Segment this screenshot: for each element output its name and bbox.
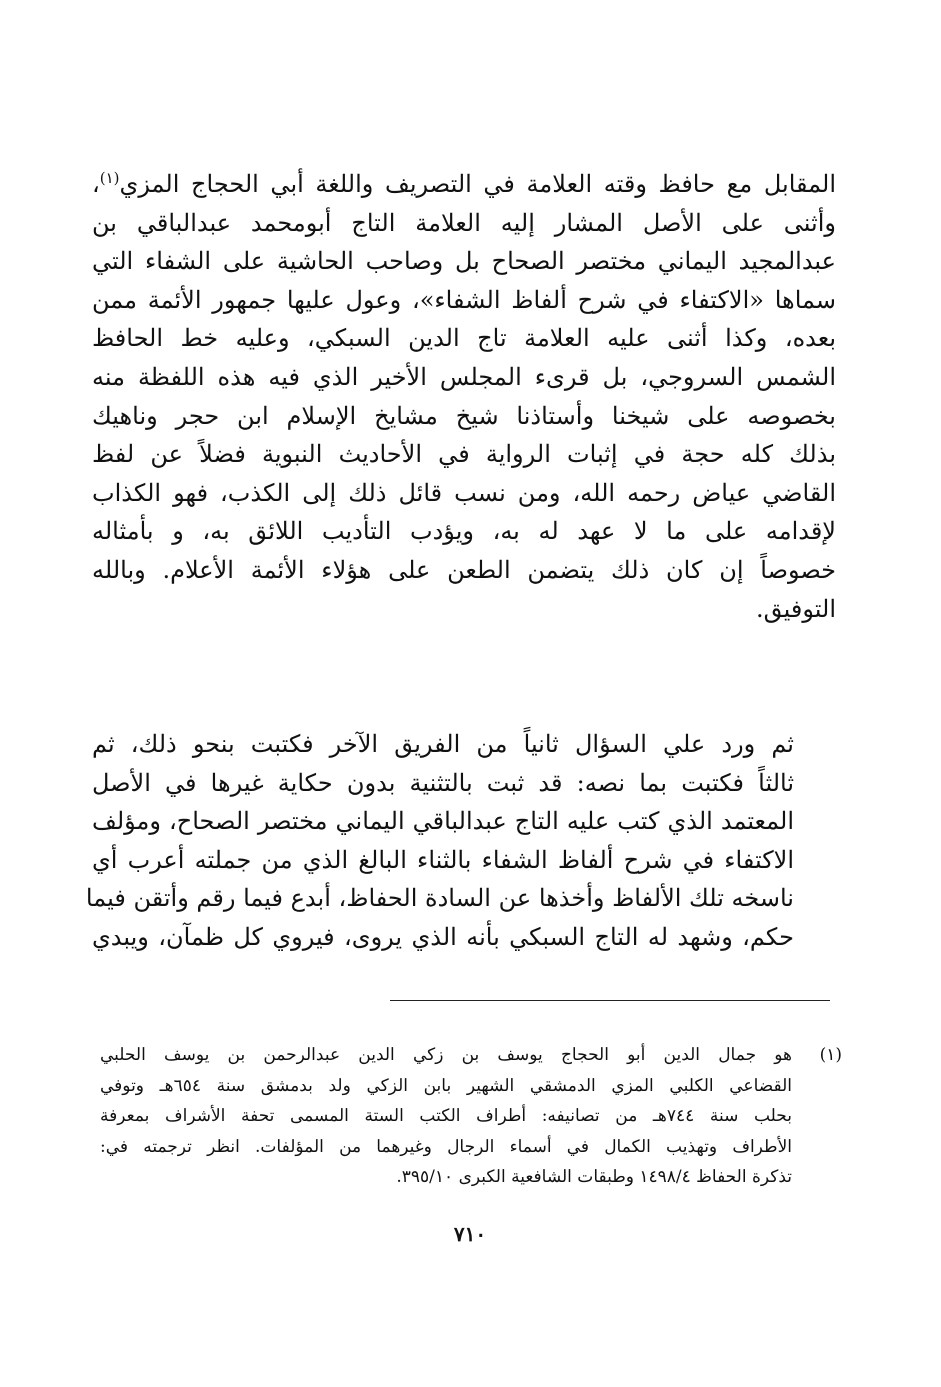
text-line: ثالثاً فكتبت بما نصه: قد ثبت بالتثنية بدون حكاية غيرها في الأصل bbox=[92, 768, 794, 797]
footnote-line: بحلب سنة ٧٤٤هـ من تصانيفه: أطراف الكتب الستة المسمى تحفة الأشراف بمعرفة bbox=[100, 1106, 793, 1126]
paragraph-2 bbox=[85, 725, 836, 957]
text-line: ثم ورد علي السؤال ثانياً من الفريق الآخر فكتبت بنحو ذلك، ثم bbox=[92, 730, 794, 758]
text-line: بعده، وكذا أثنى عليه العلامة تاج الدين السبكي، وعليه خط الحافظ bbox=[92, 324, 836, 353]
text-line: عبدالمجيد اليماني مختصر الصحاح بل وصاحب الحاشية على الشفاء التي bbox=[92, 247, 836, 276]
text-line: حكم، وشهد له التاج السبكي بأنه الذي يروى، فيروي كل ظمآن، ويبدي bbox=[92, 922, 794, 951]
paragraph-1 bbox=[92, 165, 836, 628]
footnote-body bbox=[100, 1040, 792, 1193]
text-line: التوفيق. bbox=[756, 594, 836, 623]
text-line: سماها «الاكتفاء في شرح ألفاظ الشفاء»، وعول عليها جمهور الأئمة ممن bbox=[92, 285, 836, 314]
text-line: المقابل مع حافظ وقته العلامة في التصريف واللغة أبي الحجاج المزي$^{(١)}$، bbox=[92, 169, 837, 198]
footnote-separator bbox=[390, 1000, 830, 1001]
text-line: بذلك كله حجة في إثبات الرواية في الأحاديث النبوية فضلاً عن لفظ bbox=[92, 440, 836, 469]
page-number: ٧١٠ bbox=[453, 1222, 487, 1246]
footnote-number: (١) bbox=[819, 1045, 842, 1065]
footnote-line: القضاعي الكلبي المزي الدمشقي الشهير بابن الزكي ولد بدمشق سنة ٦٥٤هـ وتوفي bbox=[100, 1075, 792, 1096]
text-line: لإقدامه على ما لا عهد له به، ويؤدب التأديب اللائق به، و بأمثاله bbox=[92, 517, 836, 546]
text-line: ناسخه تلك الألفاظ وأخذها عن السادة الحفاظ، أبدع فيما رقم وأتقن فيما bbox=[85, 884, 794, 913]
text-line: وأثنى على الأصل المشار إليه العلامة التاج أبومحمد عبدالباقي بن bbox=[92, 208, 836, 237]
footnote-line: تذكرة الحفاظ ١٤٩٨/٤ وطبقات الشافعية الكبرى ٣٩٥/١٠. bbox=[396, 1167, 792, 1187]
footnote-line: هو جمال الدين أبو الحجاج يوسف بن زكي الدين عبدالرحمن بن يوسف الحلبي bbox=[100, 1045, 792, 1065]
footnote bbox=[100, 1040, 842, 1193]
text-line: بخصوصه على شيخنا وأستاذنا شيخ مشايخ الإسلام ابن حجر وناهيك bbox=[92, 401, 836, 430]
text-line: الشمس السروجي، بل قرىء المجلس الأخير الذي فيه هذه اللفظة منه bbox=[92, 362, 836, 391]
text-line: الاكتفاء في شرح ألفاظ الشفاء بالثناء البالغ الذي من جملته أعرب أي bbox=[92, 845, 794, 874]
footnote-reference[interactable]: (١) bbox=[99, 169, 120, 187]
footnote-line: الأطراف وتهذيب الكمال في أسماء الرجال وغيرهما من المؤلفات. انظر ترجمته في: bbox=[100, 1136, 792, 1157]
text-line: المعتمد الذي كتب عليه التاج عبدالباقي اليماني مختصر الصحاح، ومؤلف bbox=[92, 807, 794, 836]
text-line: القاضي عياض رحمه الله، ومن نسب قائل ذلك إلى الكذب، فهو الكذاب bbox=[92, 478, 836, 507]
text-line: خصوصاً إن كان ذلك يتضمن الطعن على هؤلاء الأئمة الأعلام. وبالله bbox=[92, 555, 836, 584]
